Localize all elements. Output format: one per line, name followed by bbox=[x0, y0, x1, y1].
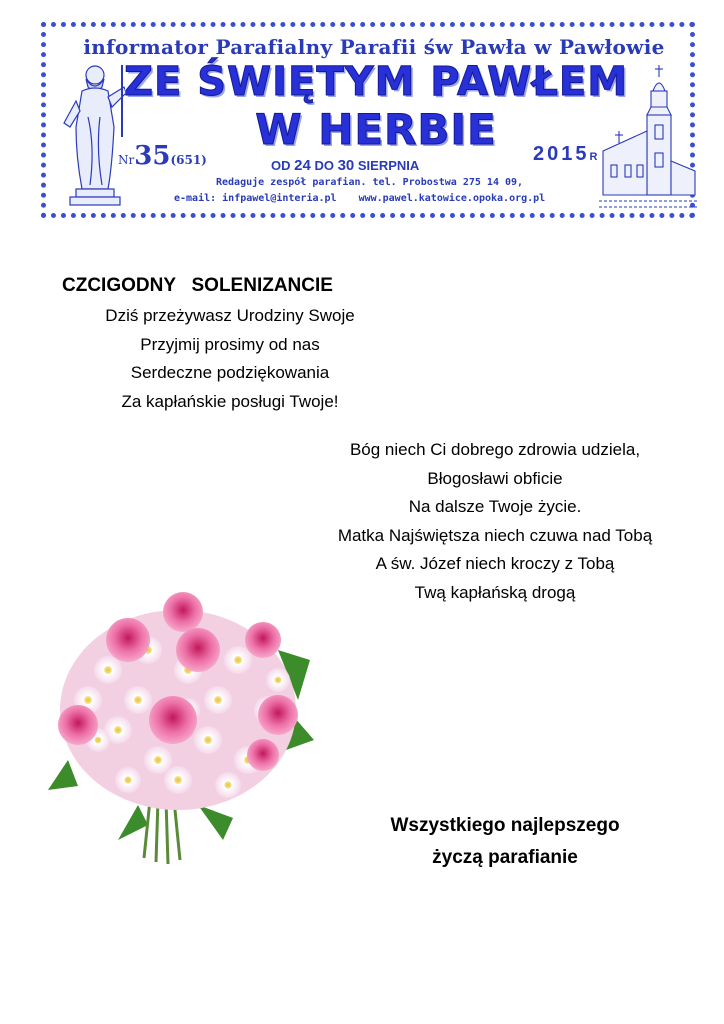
year-value: 2015 bbox=[533, 143, 590, 165]
poem-line: A św. Józef niech kroczy z Tobą bbox=[375, 554, 615, 573]
poem-line: Błogosławi obficie bbox=[427, 468, 563, 488]
poem-line: Serdeczne podziękowania bbox=[130, 363, 330, 382]
issue-dates bbox=[271, 157, 419, 174]
church-icon bbox=[599, 61, 699, 211]
poem-line: Na dalsze Twoje życie. bbox=[408, 497, 582, 516]
issue-number bbox=[118, 141, 207, 171]
website-link[interactable]: www.pawel.katowice.opoka.org.pl bbox=[358, 193, 546, 204]
editorial-line: Redaguje zespół parafian. tel. Probostwa 275 14 09, bbox=[216, 177, 524, 188]
issue-total: (651) bbox=[170, 153, 207, 167]
masthead-title-line1: ZE ŚWIĘTYM PAWŁEM bbox=[123, 59, 629, 105]
issue-year bbox=[533, 143, 597, 166]
wishes-block bbox=[340, 810, 670, 874]
poem-line: Przyjmij prosimy od nas bbox=[140, 334, 320, 354]
email-text: e-mail: infpawel@interia.pl bbox=[174, 193, 337, 204]
dates-to: 30 bbox=[337, 157, 355, 174]
flower-bouquet-icon bbox=[48, 590, 316, 870]
dates-month: SIERPNIA bbox=[357, 158, 420, 173]
poem-stanza-1 bbox=[40, 302, 420, 416]
poem-line: Za kapłańskie posługi Twoje! bbox=[121, 391, 339, 411]
poem-line: Bóg niech Ci dobrego zdrowia udziela, bbox=[349, 440, 641, 459]
issue-label: Nr bbox=[118, 153, 135, 167]
greeting-heading: CZCIGODNY SOLENIZANCIE bbox=[62, 275, 333, 296]
masthead-title-line2: W HERBIE bbox=[255, 105, 497, 154]
wishes-line: Wszystkiego najlepszego bbox=[390, 815, 620, 836]
dates-from: 24 bbox=[294, 157, 311, 174]
masthead bbox=[41, 22, 695, 218]
wishes-line: życzą parafianie bbox=[432, 847, 578, 868]
poem-stanza-2 bbox=[295, 436, 695, 607]
issue-number-value: 35 bbox=[134, 141, 171, 171]
year-suffix: R bbox=[589, 151, 598, 163]
poem-line: Dziś przeżywasz Urodziny Swoje bbox=[105, 306, 355, 325]
dates-od: OD bbox=[271, 158, 291, 173]
dates-do: DO bbox=[314, 158, 334, 173]
poem-line: Twą kapłańską drogą bbox=[414, 582, 576, 602]
poem-line: Matka Najświętsza niech czuwa nad Tobą bbox=[337, 525, 653, 545]
masthead-subtitle: informator Parafialny Parafii św Pawła w Pawłowie bbox=[83, 35, 665, 59]
contact-line bbox=[174, 193, 545, 204]
